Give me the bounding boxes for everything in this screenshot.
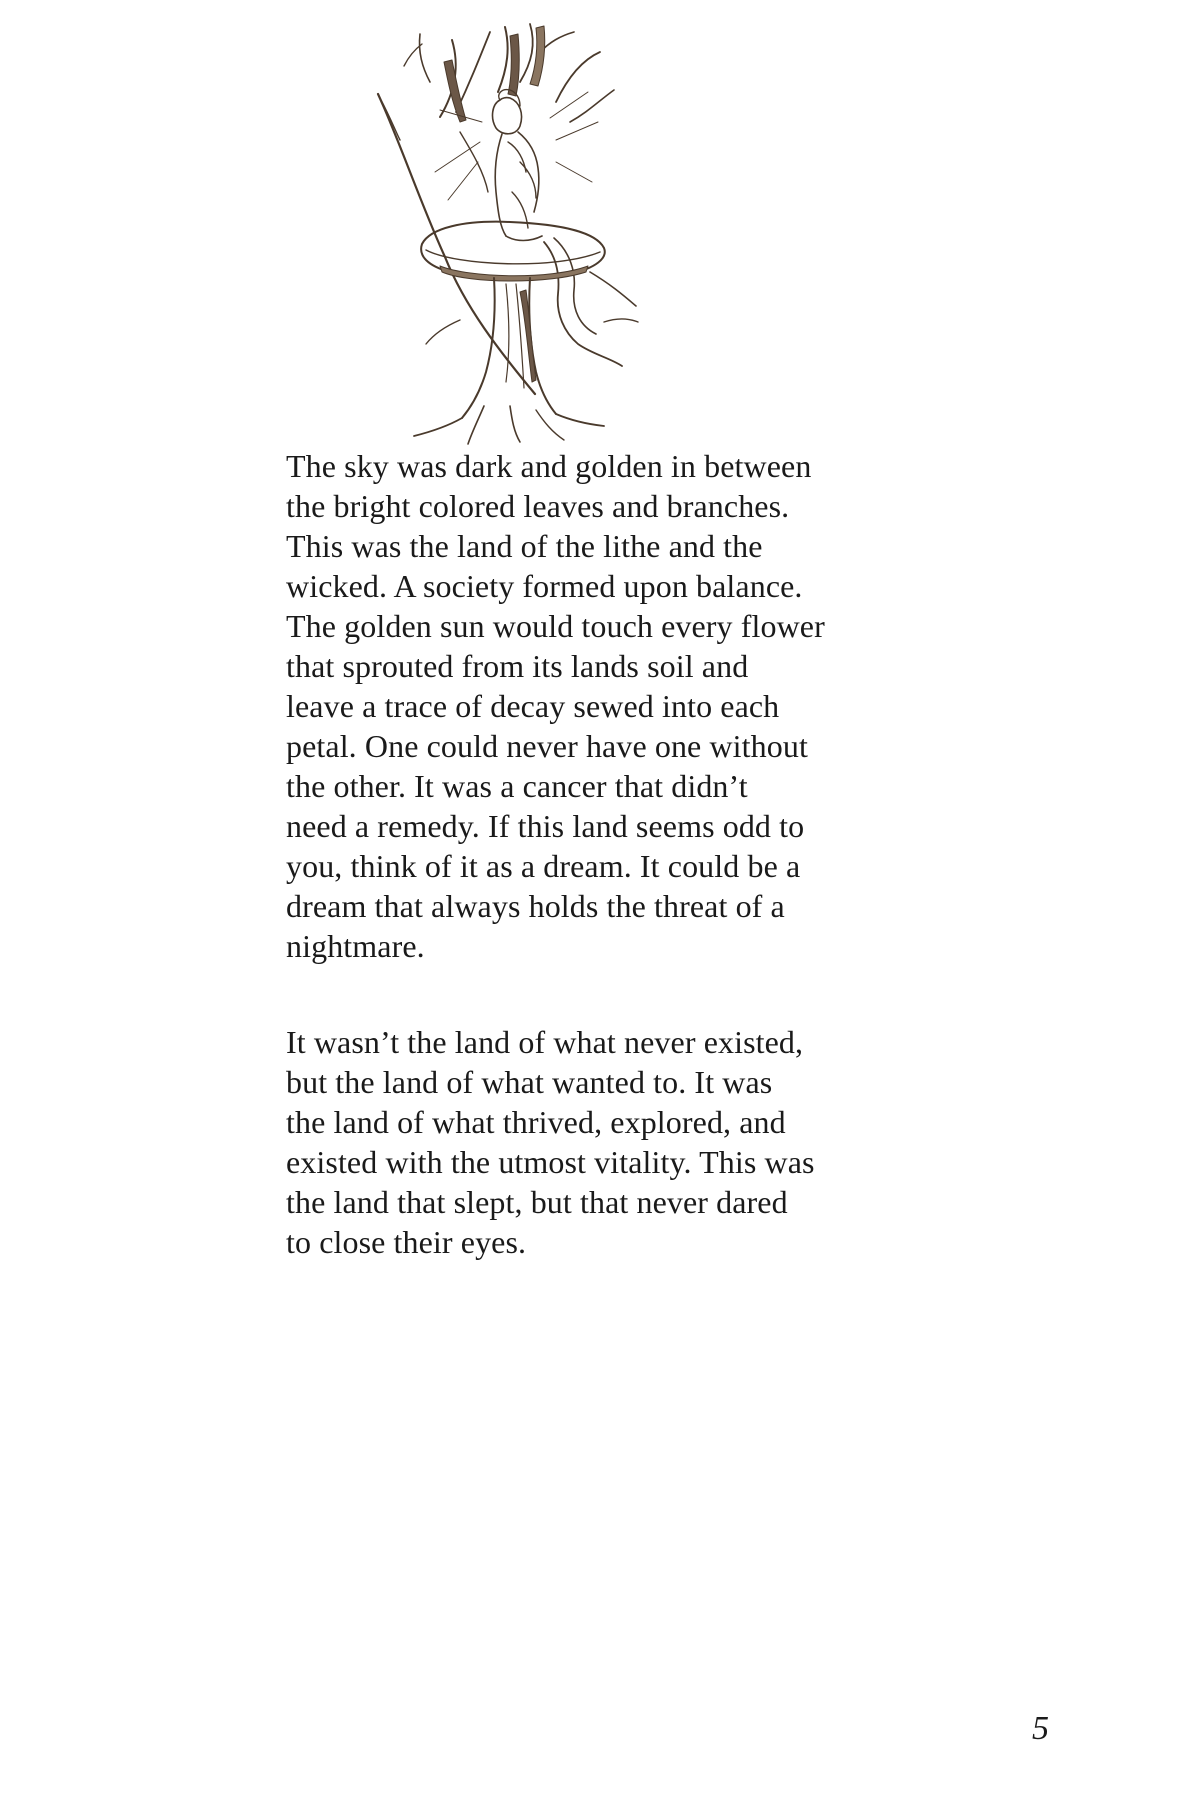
text-line: need a remedy. If this land seems odd to — [286, 808, 805, 844]
text-line: the land that slept, but that never dared — [286, 1184, 788, 1220]
text-line: petal. One could never have one without — [286, 728, 808, 764]
text-line: nightmare. — [286, 928, 425, 964]
paragraph-spacer — [286, 966, 936, 1022]
text-line: you, think of it as a dream. It could be a — [286, 848, 801, 884]
story-paragraph-1 — [286, 446, 936, 966]
text-line: but the land of what wanted to. It was — [286, 1064, 773, 1100]
story-paragraph-2 — [286, 1022, 936, 1262]
text-line: that sprouted from its lands soil and — [286, 648, 749, 684]
text-line: The golden sun would touch every flower — [286, 608, 825, 644]
text-line: dream that always holds the threat of a — [286, 888, 785, 924]
story-text — [286, 446, 936, 1262]
text-line: It wasn’t the land of what never existed, — [286, 1024, 804, 1060]
text-line: the bright colored leaves and branches. — [286, 488, 790, 524]
text-line: the other. It was a cancer that didn’t — [286, 768, 748, 804]
text-line: the land of what thrived, explored, and — [286, 1104, 786, 1140]
page-number: 5 — [1032, 1710, 1049, 1747]
text-line: leave a trace of decay sewed into each — [286, 688, 780, 724]
text-line: to close their eyes. — [286, 1224, 527, 1260]
figure-on-mushroom-illustration — [360, 22, 740, 452]
text-line: existed with the utmost vitality. This was — [286, 1144, 815, 1180]
text-line: wicked. A society formed upon balance. — [286, 568, 803, 604]
text-line: The sky was dark and golden in between — [286, 448, 812, 484]
text-line: This was the land of the lithe and the — [286, 528, 763, 564]
